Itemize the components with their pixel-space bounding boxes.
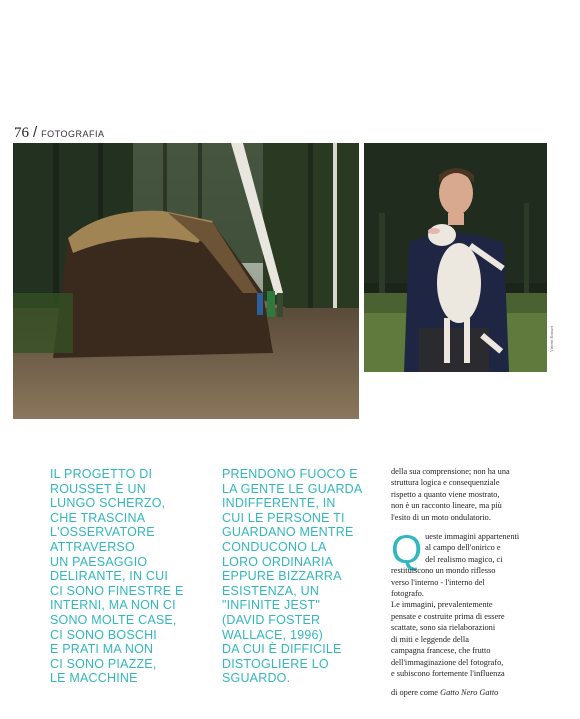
pullquote-line: ROUSSET È UN <box>50 481 146 496</box>
pullquote-line: WALLACE, 1996) <box>222 627 323 642</box>
pullquote-line: ESISTENZA, UN <box>222 583 320 598</box>
pullquote-line: SGUARDO. <box>222 671 291 686</box>
body-line: dell'immaginazione del fotografo, <box>391 657 504 667</box>
pullquote-line: ATTRAVERSO <box>50 539 135 554</box>
pullquote-line: CUI LE PERSONE TI <box>222 510 345 525</box>
pullquote-right <box>222 467 362 686</box>
body-line: struttura logica e consequenziale <box>391 478 500 488</box>
body-paragraph-3 <box>391 599 541 679</box>
pullquote-line: LUNGO SCHERZO, <box>50 496 166 511</box>
body-line: Le immagini, prevalentemente <box>391 600 493 610</box>
pullquote-line: UN PAESAGGIO <box>50 554 148 569</box>
body-paragraph-2 <box>391 528 541 599</box>
pullquote-left <box>50 467 200 686</box>
body-line: rispetto a quanto viene mostrato, <box>391 489 500 499</box>
pullquote-line: (DAVID FOSTER <box>222 612 321 627</box>
body-line: della sua comprensione; non ha una <box>391 467 510 476</box>
pullquote-line: CHE TRASCINA <box>50 510 146 525</box>
pullquote-line: CI SONO BOSCHI <box>50 627 157 642</box>
page-number: 76 <box>14 125 29 141</box>
pullquote-line: CI SONO PIAZZE, <box>50 656 157 671</box>
section-title: FOTOGRAFIA <box>41 129 105 139</box>
pullquote-line: DELIRANTE, IN CUI <box>50 569 168 584</box>
body-line: l'esito di un moto ondulatorio. <box>391 512 491 522</box>
pullquote-line: IL PROGETTO DI <box>50 467 153 481</box>
forest-photo <box>13 143 359 419</box>
body-line: di miti e leggende della <box>391 634 469 644</box>
pullquote-line: LORO ORDINARIA <box>222 554 334 569</box>
pullquote-line: CONDUCONO LA <box>222 539 327 554</box>
drop-cap: Q <box>391 528 423 573</box>
pullquote-line: INDIFFERENTE, IN <box>222 496 336 511</box>
pullquote-line: DISTOGLIERE LO <box>222 656 329 671</box>
header-separator: / <box>33 124 38 141</box>
body-last-line: di opere come Gatto Nero Gatto <box>391 688 499 698</box>
pullquote-line: L'OSSERVATORE <box>50 525 155 540</box>
body-text-column <box>391 466 541 699</box>
pullquote-line: E PRATI MA NON <box>50 642 154 657</box>
body-line: pensate e costruite prima di essere <box>391 611 505 621</box>
pullquote-line: LA GENTE LE GUARDA <box>222 481 363 496</box>
body-line: ueste immagini appartenenti <box>425 532 520 542</box>
boy-with-lamb-photo <box>364 143 547 372</box>
pullquote-line: EPPURE BIZZARRA <box>222 569 342 584</box>
body-line: e subiscono fortemente l'influenza <box>391 668 505 678</box>
photo-credit: Vincent Rousset <box>549 325 554 352</box>
body-line: fotografo. <box>391 589 424 599</box>
body-paragraph-1 <box>391 466 541 523</box>
pullquote-line: PRENDONO FUOCO E <box>222 467 358 481</box>
pullquote-line: INTERNI, MA NON CI <box>50 598 176 613</box>
pullquote-line: CI SONO FINESTRE E <box>50 583 184 598</box>
body-line: restituiscono un mondo riflesso <box>391 566 496 576</box>
body-line: non è un racconto lineare, ma più <box>391 501 502 511</box>
body-line: verso l'interno - l'interno del <box>391 577 485 587</box>
pullquote-line: LE MACCHINE <box>50 671 138 686</box>
pullquote-line: DA CUI È DIFFICILE <box>222 642 342 657</box>
artwork-title: Gatto Nero Gatto <box>440 688 499 698</box>
body-line: scattate, sono sia rielaborazioni <box>391 623 496 633</box>
body-line: al campo dell'onirico e <box>425 543 501 553</box>
page-header <box>14 124 105 142</box>
body-line: del realismo magico, ci <box>425 554 503 564</box>
body-line: campagna francese, che frutto <box>391 646 491 656</box>
pullquote-line: "INFINITE JEST" <box>222 598 320 613</box>
pullquote-line: GUARDANO MENTRE <box>222 525 354 540</box>
pullquote-line: SONO MOLTE CASE, <box>50 612 177 627</box>
